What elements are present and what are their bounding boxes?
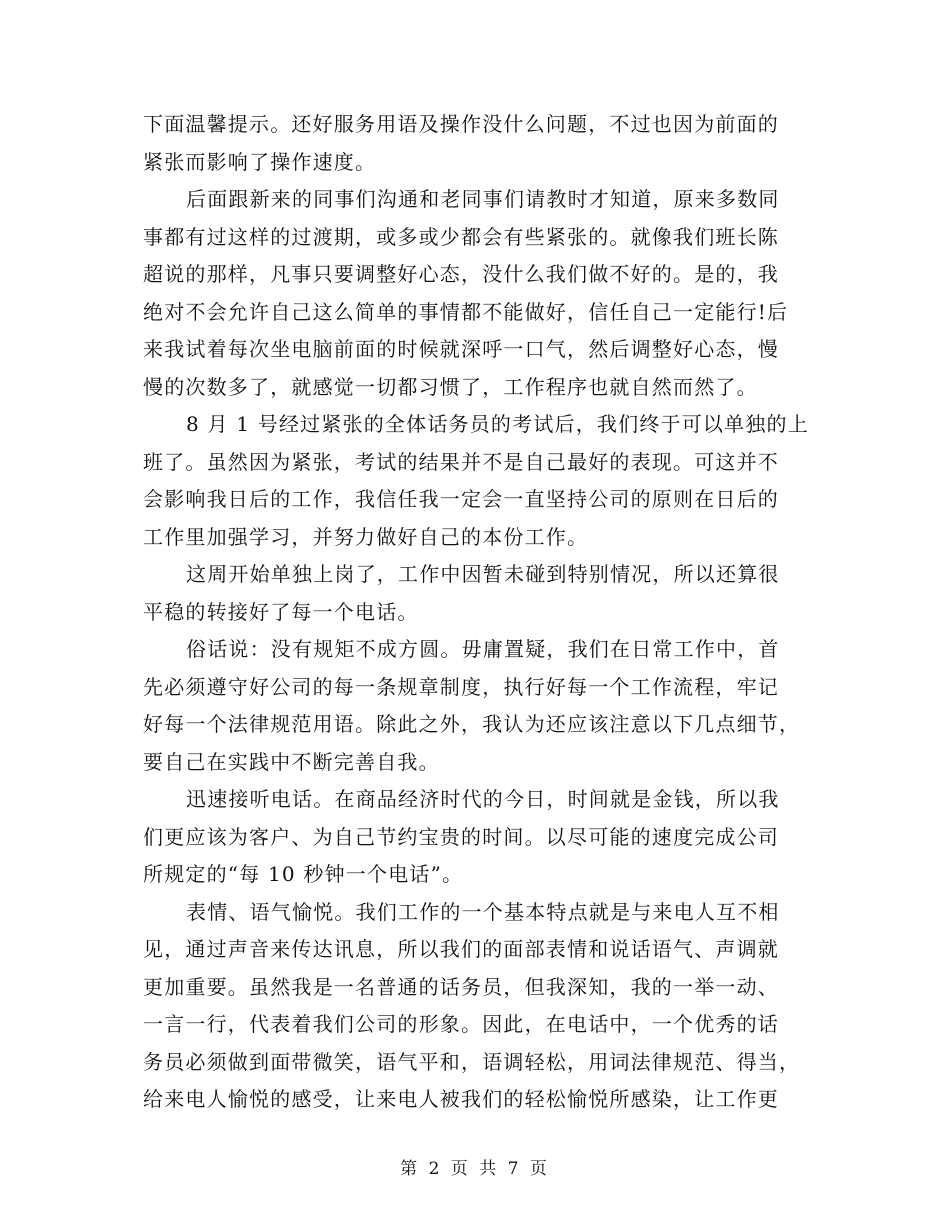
text-line: 绝对不会允许自己这么简单的事情都不能做好，信任自己一定能行!后 [143, 299, 789, 324]
text-line: 务员必须做到面带微笑，语气平和，语调轻松，用词法律规范、得当， [143, 1049, 801, 1074]
paragraph-start-line: 俗话说：没有规矩不成方圆。毋庸置疑，我们在日常工作中，首 [186, 637, 780, 661]
paragraph-start-line: 8 月 1 号经过紧张的全体话务员的考试后，我们终于可以单独的上 [186, 412, 809, 436]
text-line: 更加重要。虽然我是一名普通的话务员，但我深知，我的一举一动、 [143, 974, 779, 999]
text-line: 事都有过这样的过渡期，或多或少都会有些紧张的。就像我们班长陈 [143, 224, 779, 249]
paragraph-start-line: 后面跟新来的同事们沟通和老同事们请教时才知道，原来多数同 [186, 187, 780, 211]
text-line: 给来电人愉悦的感受，让来电人被我们的轻松愉悦所感染，让工作更 [143, 1087, 779, 1111]
text-line: 好每一个法律规范用语。除此之外，我认为还应该注意以下几点细节， [143, 712, 801, 736]
document-body [143, 106, 813, 1119]
page-number-footer: 第 2 页 共 7 页 [400, 1159, 550, 1179]
text-line: 平稳的转接好了每一个电话。 [143, 599, 419, 624]
text-line: 紧张而影响了操作速度。 [143, 149, 377, 174]
text-line: 所规定的“每 10 秒钟一个电话”。 [143, 862, 464, 886]
paragraph-start-line: 表情、语气愉悦。我们工作的一个基本特点就是与来电人互不相 [186, 899, 780, 924]
text-line: 超说的那样，凡事只要调整好心态，没什么我们做不好的。是的，我 [143, 262, 779, 286]
text-line: 慢的次数多了，就感觉一切都习惯了，工作程序也就自然而然了。 [143, 374, 758, 399]
paragraph-start-line: 迅速接听电话。在商品经济时代的今日，时间就是金钱，所以我 [186, 787, 780, 811]
paragraph-start-line: 这周开始单独上岗了，工作中因暂未碰到特别情况，所以还算很 [186, 562, 780, 586]
text-line: 班了。虽然因为紧张，考试的结果并不是自己最好的表现。可这并不 [143, 449, 779, 474]
text-line: 先必须遵守好公司的每一条规章制度，执行好每一个工作流程，牢记 [143, 674, 779, 699]
text-line: 来我试着每次坐电脑前面的时候就深呼一口气，然后调整好心态，慢 [143, 337, 779, 361]
text-line: 一言一行，代表着我们公司的形象。因此，在电话中，一个优秀的话 [143, 1012, 779, 1036]
text-line: 见，通过声音来传达讯息，所以我们的面部表情和说话语气、声调就 [143, 937, 779, 961]
text-line: 工作里加强学习，并努力做好自己的本份工作。 [143, 524, 589, 549]
text-line: 下面温馨提示。还好服务用语及操作没什么问题，不过也因为前面的 [143, 112, 779, 136]
text-line: 会影响我日后的工作，我信任我一定会一直坚持公司的原则在日后的 [143, 487, 779, 511]
text-line: 要自己在实践中不断完善自我。 [143, 749, 440, 774]
text-line: 们更应该为客户、为自己节约宝贵的时间。以尽可能的速度完成公司 [143, 824, 779, 849]
